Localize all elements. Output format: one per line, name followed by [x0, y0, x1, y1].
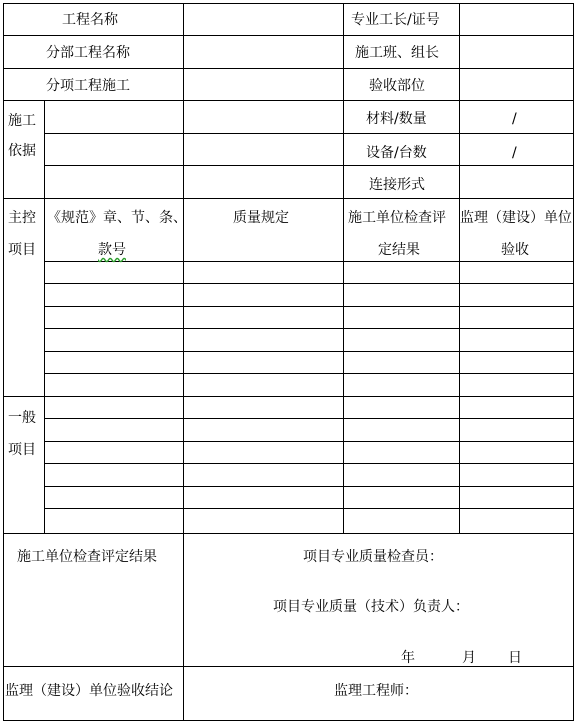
material-qty-value: / — [512, 111, 517, 127]
row-border — [44, 441, 574, 442]
constructor-result-label: 施工单位检查评定结果 — [17, 549, 157, 565]
team-leader-label: 施工班、组长 — [355, 45, 439, 61]
row-border — [44, 306, 574, 307]
column-border — [459, 3, 460, 533]
column-border — [44, 100, 45, 533]
row-border — [3, 100, 574, 101]
row-border — [44, 508, 574, 509]
subsection-name-label: 分部工程名称 — [46, 45, 130, 61]
project-name-label: 工程名称 — [62, 12, 118, 28]
row-border — [44, 165, 574, 166]
spec-clause-header-line2: 款号 — [98, 242, 126, 258]
quality-inspector-label: 项目专业质量检查员： — [303, 549, 443, 565]
basis-label-line1: 施工 — [8, 113, 36, 129]
general-items-label-line1: 一般 — [8, 410, 36, 426]
quality-rule-header: 质量规定 — [233, 210, 289, 226]
row-border — [44, 133, 574, 134]
column-border — [3, 3, 4, 721]
supervisor-accept-header-line1: 监理（建设）单位 — [460, 210, 572, 226]
equipment-qty-label: 设备/台数 — [366, 145, 427, 161]
row-border — [44, 261, 574, 262]
row-border — [3, 68, 574, 69]
row-border — [44, 328, 574, 329]
row-border — [3, 666, 574, 667]
row-border — [44, 283, 574, 284]
row-border — [3, 198, 574, 199]
quality-tech-lead-label: 项目专业质量（技术）负责人： — [273, 599, 469, 615]
main-items-label-line1: 主控 — [8, 210, 36, 226]
material-qty-label: 材料/数量 — [366, 111, 427, 127]
row-border — [44, 418, 574, 419]
date-year-label: 年 — [401, 650, 415, 666]
row-border — [44, 373, 574, 374]
date-day-label: 日 — [508, 650, 522, 666]
constructor-result-header-line1: 施工单位检查评 — [348, 210, 446, 226]
column-border — [343, 3, 344, 533]
supervisor-accept-header-line2: 验收 — [501, 242, 529, 258]
row-border — [3, 3, 574, 4]
acceptance-part-label: 验收部位 — [369, 78, 425, 94]
supervising-engineer-label: 监理工程师： — [334, 683, 418, 699]
basis-label-line2: 依据 — [8, 143, 36, 159]
row-border — [3, 720, 574, 721]
row-border — [3, 533, 574, 534]
general-items-label-line2: 项目 — [8, 442, 36, 458]
connection-form-label: 连接形式 — [369, 177, 425, 193]
main-items-label-line2: 项目 — [8, 242, 36, 258]
constructor-result-header-line2: 定结果 — [378, 242, 420, 258]
column-border — [183, 3, 184, 721]
spec-clause-header-line1: 《规范》章、节、条、 — [47, 210, 187, 226]
row-border — [44, 463, 574, 464]
sub-item-construction-label: 分项工程施工 — [46, 78, 130, 94]
foreman-cert-label: 专业工长/证号 — [351, 12, 440, 28]
row-border — [3, 396, 574, 397]
row-border — [44, 486, 574, 487]
column-border — [573, 3, 574, 721]
row-border — [3, 35, 574, 36]
supervisor-conclusion-label: 监理（建设）单位验收结论 — [5, 683, 173, 699]
date-month-label: 月 — [462, 650, 476, 666]
equipment-qty-value: / — [512, 145, 517, 161]
row-border — [44, 351, 574, 352]
